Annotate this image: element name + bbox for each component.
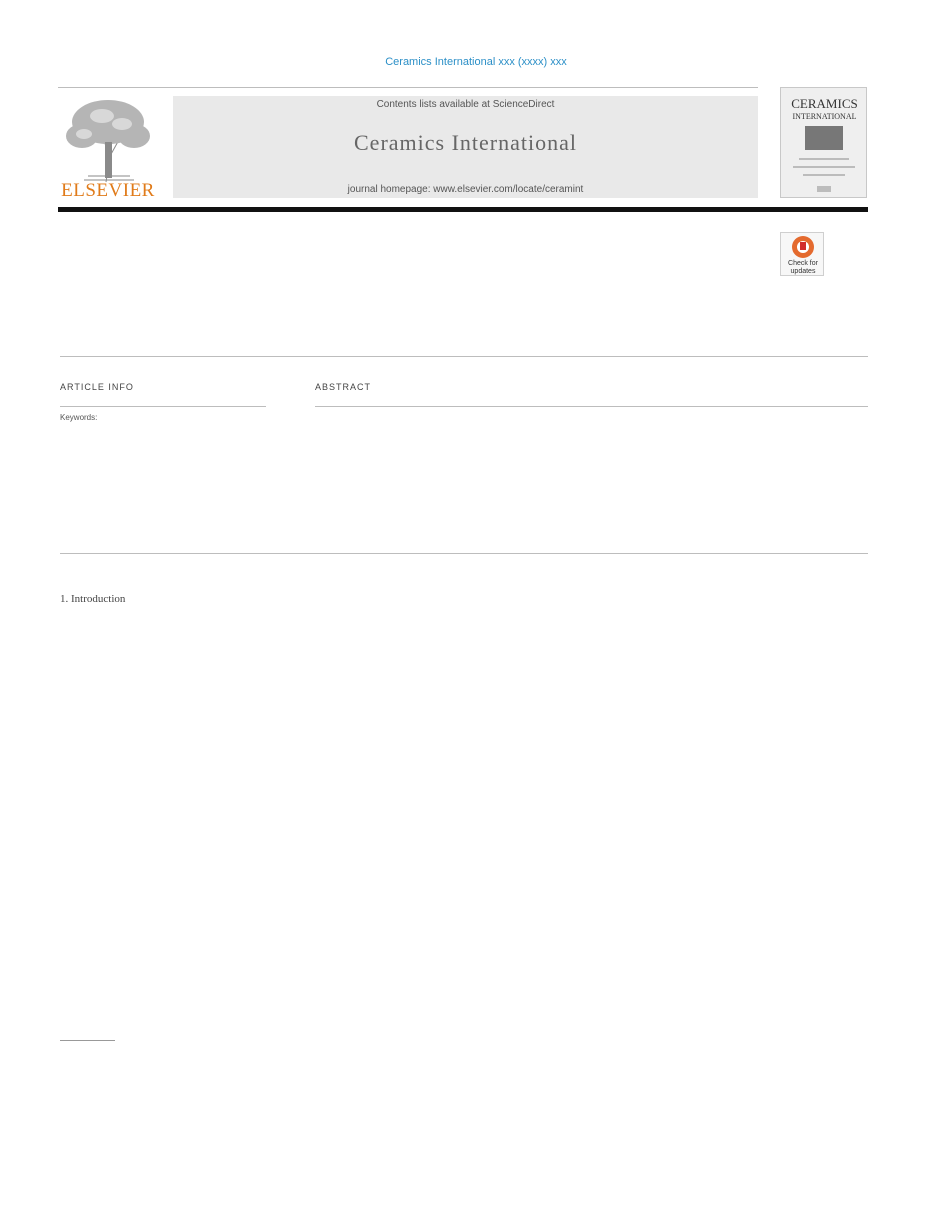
update-badge-label: Check for updates [788,260,818,275]
body-right-column [480,592,876,1017]
cover-image [805,126,843,150]
article-info-heading: ARTICLE INFO [60,382,134,392]
abstract-text [315,410,875,550]
journal-cover-thumbnail[interactable] [780,87,867,198]
body-left-column [60,592,458,1017]
cover-line [799,158,849,160]
cover-subtitle: INTERNATIONAL [792,112,857,121]
cover-title: CERAMICS [791,96,858,111]
divider [60,553,868,554]
publisher-logo-text: ELSEVIER [61,180,155,201]
header-rule [58,207,868,212]
divider [315,406,868,407]
section-heading: 1. Introduction [60,593,126,605]
header-top-rule [58,87,758,88]
journal-homepage-link[interactable]: journal homepage: www.elsevier.com/locate/ceramint [347,184,584,195]
divider [60,406,266,407]
check-for-updates-button[interactable] [780,232,824,276]
cover-line [793,166,855,168]
cover-publisher-mark [817,186,831,192]
cover-line [803,174,845,176]
journal-name: Ceramics International [354,130,577,155]
abstract-heading: ABSTRACT [315,382,372,392]
keywords-label: Keywords: [60,413,98,422]
footnote-rule [60,1040,115,1041]
bookmark-icon [800,242,806,250]
journal-reference[interactable]: Ceramics International xxx (xxxx) xxx [385,56,567,68]
divider [60,356,868,357]
contents-line: Contents lists available at ScienceDirect [376,99,555,110]
